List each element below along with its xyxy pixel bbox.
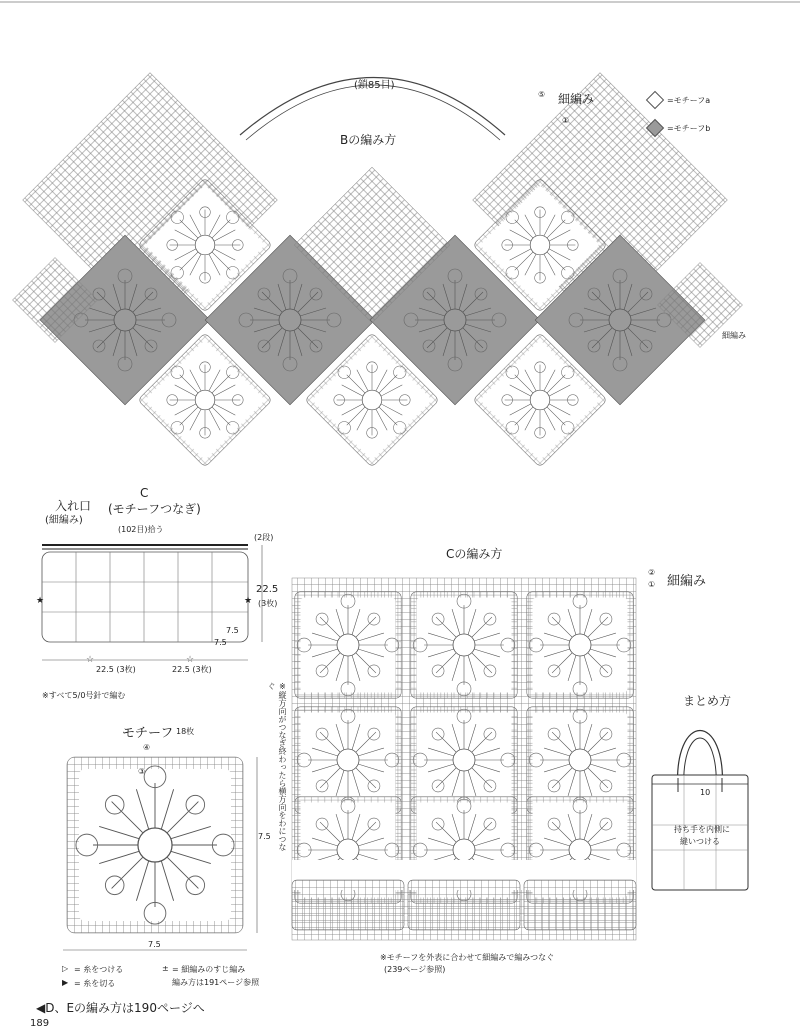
legend-attach: = 糸をつける: [74, 965, 124, 974]
legend-cut: = 糸を切る: [74, 979, 116, 988]
b-section-title: Bの編み方: [340, 133, 397, 147]
needle-note: ※すべて5/0号針で編む: [42, 691, 126, 700]
motif-round-3: ③: [138, 767, 146, 776]
c-pattern-diagram: [292, 578, 636, 940]
svg-text:★: ★: [36, 596, 45, 606]
round-5-mark: ⑤: [538, 90, 546, 99]
legend-b-label: =モチーフb: [667, 124, 711, 133]
legend-stitch: = 細編みのすじ編み: [172, 965, 246, 974]
opening-sub: (細編み): [45, 515, 83, 526]
c-layout-title: C: [140, 486, 149, 500]
legend-ref: 編み方は191ページ参照: [172, 978, 260, 987]
motif-title: モチーフ: [122, 726, 174, 741]
b-edge-label: 細編み: [558, 92, 595, 106]
motif-size-h: 7.5: [148, 940, 161, 949]
join-ref: (239ページ参照): [384, 965, 446, 974]
stitch-pickup-note: (102目)拾う: [118, 525, 164, 534]
motif-size-v: 7.5: [258, 832, 271, 841]
c-edge-label: 細編み: [667, 574, 707, 589]
motif-round-4: ④: [143, 743, 151, 752]
c-round-2: ②: [648, 568, 656, 577]
join-note: ※モチーフを外表に合わせて細編みで編みつなぐ: [380, 953, 555, 962]
finishing-note-1: 持ち手を内側に: [674, 825, 730, 834]
motif-diagram: [63, 757, 257, 950]
svg-text:★: ★: [244, 596, 253, 606]
opening-label: 入れ口: [55, 499, 92, 513]
rows-note: (2段): [254, 533, 274, 542]
motif-size-a: 7.5: [226, 626, 239, 635]
c-layout-subtitle: (モチーフつなぎ): [108, 502, 201, 516]
motif-size-b: 7.5: [214, 638, 227, 647]
width-right: 22.5 (3枚): [172, 665, 212, 674]
svg-text:☆: ☆: [86, 655, 95, 665]
c-layout-diagram: [36, 545, 262, 665]
finishing-note-2: 縫いつける: [680, 837, 720, 846]
finishing-title: まとめ方: [683, 694, 732, 708]
legend-a-label: =モチーフa: [667, 96, 711, 105]
continue-note: ◀D、Eの編み方は190ページへ: [36, 1001, 205, 1015]
legend-swatch-a: [647, 92, 664, 109]
legend-stitch-icon: ±: [162, 964, 169, 973]
legend-attach-icon: ▷: [62, 964, 69, 973]
svg-text:☆: ☆: [186, 655, 195, 665]
height-sub: (3枚): [258, 599, 278, 608]
finished-bag-illustration: [652, 731, 748, 891]
width-left: 22.5 (3枚): [96, 665, 136, 674]
c-pattern-title: Cの編み方: [446, 547, 503, 561]
vertical-join-note: ※縦方向がつなぎ終わったら横方向をわにつなぐ: [267, 682, 287, 851]
height-label: 22.5: [256, 584, 279, 595]
c-round-1: ①: [648, 580, 656, 589]
legend-cut-icon: ▶: [62, 978, 69, 987]
b-edge-label-small: 細編み: [722, 331, 746, 340]
round-1-mark: ①: [562, 116, 570, 125]
handle-size: 10: [700, 788, 711, 797]
page-number: 189: [30, 1018, 50, 1029]
motif-count: 18枚: [176, 727, 195, 736]
handle-chain-note: (鎖85目): [354, 80, 395, 91]
